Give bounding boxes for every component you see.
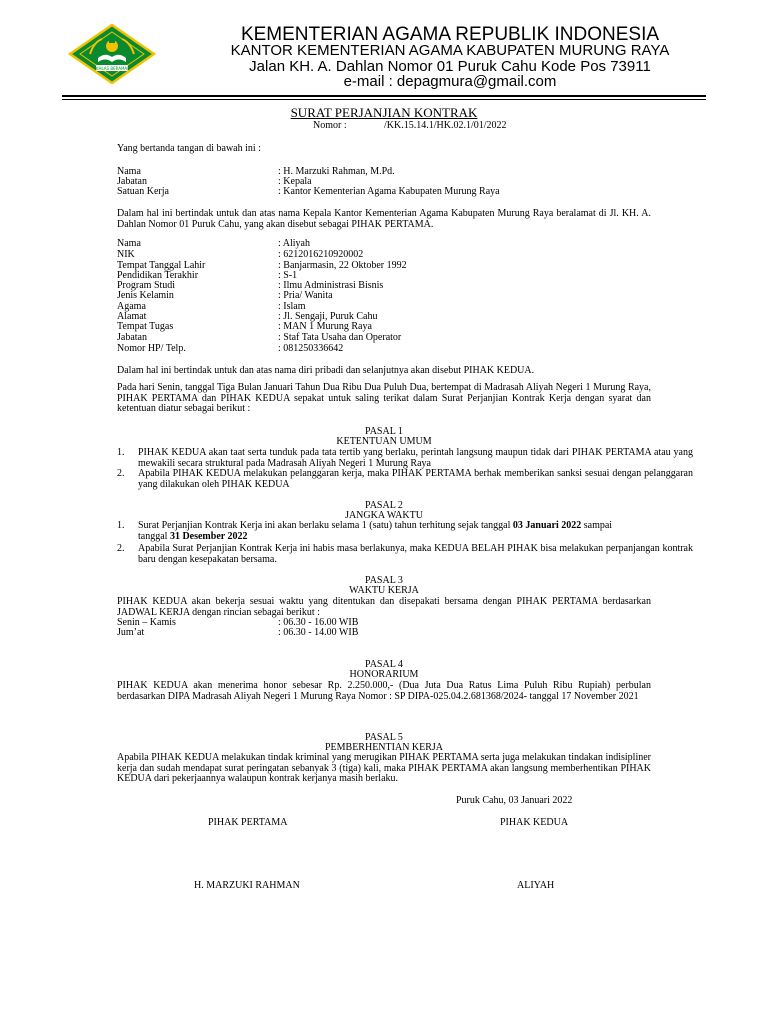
party2-value-jabatan: : Staf Tata Usaha dan Operator <box>278 332 402 343</box>
opening-paragraph: Pada hari Senin, tanggal Tiga Bulan Januari Tahun Dua Ribu Dua Puluh Dua, bertempat di Madrasah Aliyah Negeri 1 Murung Raya, PIHAK PERTAMA dan PIHAK KEDUA sepakat untuk saling terikat dalam Surat Perjanjian Kontrak Kerja dengan syarat dan ketentuan diatur sebagai berikut : <box>117 382 651 414</box>
pasal2-item2-number: 2. <box>117 543 125 554</box>
header-address: Jalan KH. A. Dahlan Nomor 01 Puruk Cahu Kode Pos 73911 <box>249 58 651 75</box>
schedule-time-1: : 06.30 - 16.00 WIB <box>278 617 359 628</box>
party2-label-hp: Nomor HP/ Telp. <box>117 343 186 354</box>
pasal2-end-date: 31 Desember 2022 <box>169 530 248 542</box>
pasal2-item1-part-d: tanggal <box>138 530 170 542</box>
party2-value-kelamin: : Pria/ Wanita <box>278 290 333 301</box>
party2-value-alamat: : Jl. Sengaji, Puruk Cahu <box>278 311 378 322</box>
party2-label-tugas: Tempat Tugas <box>117 321 174 332</box>
party2-value-agama: : Islam <box>278 301 306 312</box>
pasal4-paragraph: PIHAK KEDUA akan menerima honor sebesar Rp. 2.250.000,- (Dua Juta Dua Ratus Lima Puluh Ribu Rupiah) perbulan berdasarkan DIPA Madrasah Aliyah Negeri 1 Murung Raya Nomor : SP DIPA-025.04.2.681368/2024- tanggal 17 November 2021 <box>117 680 651 702</box>
pasal1-item2-text: Apabila PIHAK KEDUA melakukan pelanggaran kerja, maka PIHAK PERTAMA berhak memberikan sanksi sesuai dengan pelanggaran yang dilakukan oleh PIHAK KEDUA <box>138 468 693 490</box>
pasal2-number: PASAL 2 <box>365 500 403 511</box>
party1-label-jabatan: Jabatan <box>117 176 147 187</box>
party2-value-tugas: : MAN 1 Murung Raya <box>278 321 372 332</box>
party1-value-nama: : H. Marzuki Rahman, M.Pd. <box>278 166 395 177</box>
party2-value-pendidikan: : S-1 <box>278 270 298 281</box>
header-rule-thin <box>62 99 706 100</box>
pasal5-paragraph: Apabila PIHAK KEDUA melakukan tindak kriminal yang merugikan PIHAK PERTAMA serta juga melakukan tindakan indisipliner kerja dan sudah mendapat surat peringatan sebanyak 3 (tiga) kali, maka PIHAK PERTAMA akan langsung memberhentikan PIHAK KEDUA dari pekerjaannya walaupun kontrak kerjanya masih berlaku. <box>117 752 651 784</box>
party1-value-jabatan: : Kepala <box>278 176 312 187</box>
document-title: SURAT PERJANJIAN KONTRAK <box>290 105 478 120</box>
party2-value-prodi: : Ilmu Administrasi Bisnis <box>278 280 384 291</box>
header-rule-thick <box>62 95 706 97</box>
pasal5-title: PEMBERHENTIAN KERJA <box>324 742 444 753</box>
pasal2-item1-number: 1. <box>117 520 125 531</box>
party2-value-hp: : 081250336642 <box>278 343 344 354</box>
party2-label-pendidikan: Pendidikan Terakhir <box>117 270 199 281</box>
kemenag-logo <box>68 24 156 84</box>
party1-label-nama: Nama <box>117 166 141 177</box>
nomor-label: Nomor : <box>313 120 347 131</box>
pasal2-start-date: 03 Januari 2022 <box>512 520 582 531</box>
pasal3-paragraph: PIHAK KEDUA akan bekerja sesuai waktu yang ditentukan dan disepakati bersama dengan PIHAK PERTAMA berdasarkan JADWAL KERJA dengan rincian sebagai berikut : <box>117 596 651 618</box>
header-ministry: KEMENTERIAN AGAMA REPUBLIK INDONESIA <box>240 24 660 45</box>
pasal1-number: PASAL 1 <box>365 426 403 437</box>
intro-text: Yang bertanda tangan di bawah ini : <box>117 143 261 154</box>
pasal2-title: JANGKA WAKTU <box>345 510 423 521</box>
party2-label-nik: NIK <box>117 249 135 260</box>
pasal1-title: KETENTUAN UMUM <box>336 436 432 447</box>
party2-label-nama: Nama <box>117 238 141 249</box>
pasal2-item1-part-c: sampai <box>581 520 613 531</box>
header-office: KANTOR KEMENTERIAN AGAMA KABUPATEN MURUNG RAYA <box>230 42 670 59</box>
pasal5-number: PASAL 5 <box>365 732 403 743</box>
schedule-time-2: : 06.30 - 14.00 WIB <box>278 627 359 638</box>
pasal2-item1-text <box>138 521 693 542</box>
party2-label-jabatan: Jabatan <box>117 332 147 343</box>
pasal4-number: PASAL 4 <box>365 659 403 670</box>
party2-label-ttl: Tempat Tanggal Lahir <box>117 260 206 271</box>
party2-label-alamat: Alamat <box>117 311 147 322</box>
header-email: e-mail : depagmura@gmail.com <box>343 73 557 90</box>
pasal3-title: WAKTU KERJA <box>349 585 419 596</box>
nomor-value: /KK.15.14.1/HK.02.1/01/2022 <box>384 120 507 131</box>
pasal1-item2-number: 2. <box>117 468 125 479</box>
party2-label-agama: Agama <box>117 301 146 312</box>
pasal3-number: PASAL 3 <box>365 575 403 586</box>
schedule-day-2: Jum’at <box>117 627 145 638</box>
party2-label-prodi: Program Studi <box>117 280 176 291</box>
pasal1-item1-number: 1. <box>117 447 125 458</box>
pasal2-item1-part-a: Surat Perjanjian Kontrak Kerja ini akan berlaku selama 1 (satu) tahun terhitung sejak tanggal <box>138 520 513 531</box>
pasal1-item1-text: PIHAK KEDUA akan taat serta tunduk pada tata tertib yang berlaku, perintah langsung maupun tidak dari PIHAK PERTAMA atau yang mewakili secara struktural pada Madrasah Aliyah Negeri 1 Murung Raya <box>138 447 693 469</box>
party2-label-kelamin: Jenis Kelamin <box>117 290 174 301</box>
party2-paragraph: Dalam hal ini bertindak untuk dan atas nama diri pribadi dan selanjutnya akan disebut PIHAK KEDUA. <box>117 365 535 376</box>
pasal2-item2-text: Apabila Surat Perjanjian Kontrak Kerja ini habis masa berlakunya, maka KEDUA BELAH PIHAK bisa melakukan perpanjangan kontrak baru dengan kesepakatan bersama. <box>138 543 693 565</box>
party1-paragraph: Dalam hal ini bertindak untuk dan atas nama Kepala Kantor Kementerian Agama Kabupaten Murung Raya beralamat di Jl. KH. A. Dahlan Nomor 01 Puruk Cahu, yang akan disebut sebagai PIHAK PERTAMA. <box>117 208 651 230</box>
place-date: Puruk Cahu, 03 Januari 2022 <box>456 795 573 806</box>
party2-value-nik: : 6212016210920002 <box>278 249 364 260</box>
logo-motto: IKHLAS BERAMAL <box>94 66 130 71</box>
party1-value-satker: : Kantor Kementerian Agama Kabupaten Murung Raya <box>278 186 500 197</box>
pasal4-title: HONORARIUM <box>349 669 419 680</box>
sign-right-title: PIHAK KEDUA <box>500 817 569 828</box>
party2-value-ttl: : Banjarmasin, 22 Oktober 1992 <box>278 260 407 271</box>
sign-left-name: H. MARZUKI RAHMAN <box>194 880 300 891</box>
sign-right-name: ALIYAH <box>517 880 555 891</box>
party2-value-nama: : Aliyah <box>278 238 310 249</box>
sign-left-title: PIHAK PERTAMA <box>208 817 288 828</box>
schedule-day-1: Senin – Kamis <box>117 617 176 628</box>
party1-label-satker: Satuan Kerja <box>117 186 169 197</box>
